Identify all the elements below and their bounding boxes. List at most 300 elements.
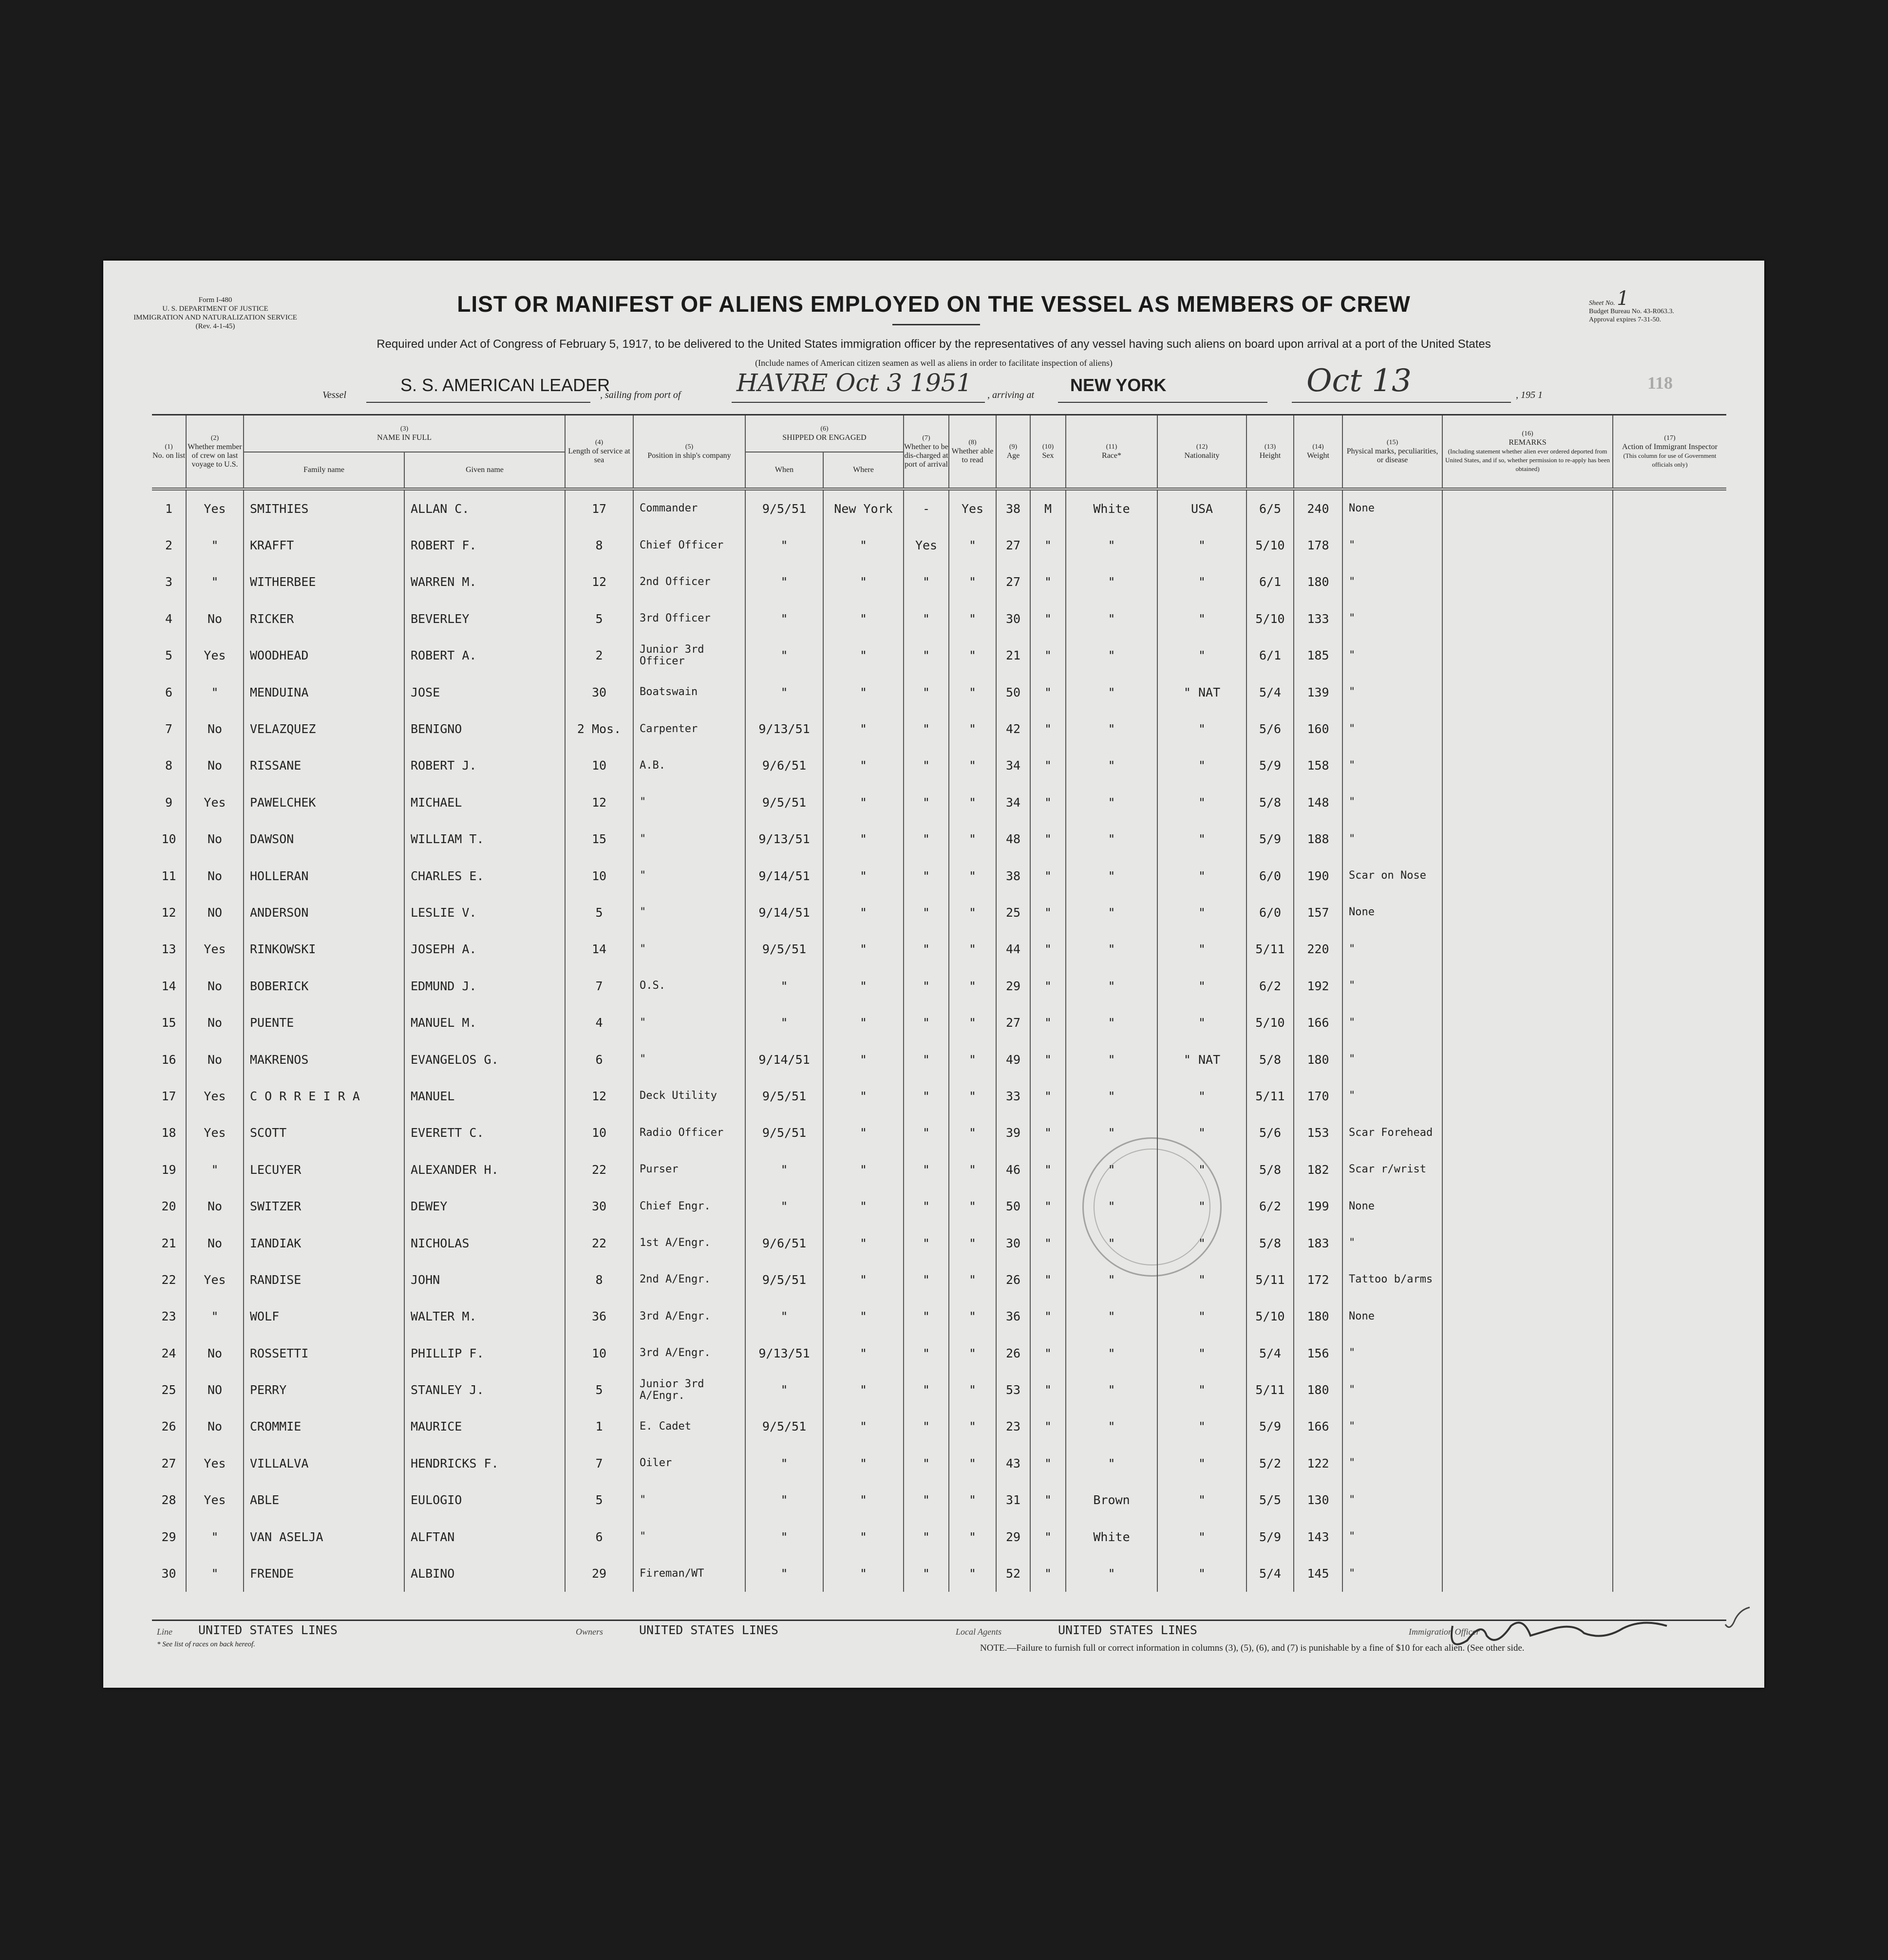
length-of-service-cell: 12 (565, 784, 633, 821)
nationality-cell: " (1157, 894, 1246, 931)
discharged-cell: " (904, 1114, 949, 1151)
table-row (152, 1114, 1726, 1151)
weight-cell: 220 (1294, 931, 1342, 967)
age-cell: 38 (996, 857, 1030, 894)
discharged-cell: " (904, 1445, 949, 1482)
nationality-cell: " NAT (1157, 1041, 1246, 1077)
height-cell: 5/4 (1246, 1555, 1294, 1592)
sex-cell: " (1030, 1151, 1066, 1188)
last-voyage-cell: Yes (186, 931, 244, 967)
year-label: , 195 1 (1516, 390, 1543, 400)
length-of-service-cell: 22 (565, 1225, 633, 1261)
shipped-when-cell: " (745, 1482, 823, 1518)
inspector-action-cell (1613, 1151, 1726, 1188)
remarks-cell (1442, 527, 1613, 564)
given-name-cell: PHILLIP F. (404, 1335, 565, 1371)
remarks-cell (1442, 1151, 1613, 1188)
last-voyage-cell: Yes (186, 637, 244, 674)
weight-cell: 122 (1294, 1445, 1342, 1482)
given-name-cell: STANLEY J. (404, 1372, 565, 1408)
nationality-cell: " (1157, 857, 1246, 894)
position-cell: Commander (633, 489, 745, 527)
weight-cell: 157 (1294, 894, 1342, 931)
length-of-service-cell: 10 (565, 747, 633, 784)
position-cell: Junior 3rd A/Engr. (633, 1372, 745, 1408)
nationality-cell: " (1157, 1114, 1246, 1151)
race-cell: White (1066, 1518, 1157, 1555)
nationality-cell: " NAT (1157, 674, 1246, 710)
header-shipped: (6) SHIPPED OR ENGAGED (745, 415, 904, 452)
family-name-cell: MAKRENOS (244, 1041, 404, 1077)
row-number-cell: 29 (161, 1529, 176, 1544)
nationality-cell: " (1157, 527, 1246, 564)
given-name-cell: WILLIAM T. (404, 821, 565, 857)
position-cell: " (633, 857, 745, 894)
physical-marks-cell: None (1342, 1298, 1442, 1335)
age-cell: 29 (996, 1518, 1030, 1555)
row-number-cell: 7 (165, 722, 173, 736)
length-of-service-cell: 29 (565, 1555, 633, 1592)
able-to-read-cell: " (949, 1262, 996, 1298)
remarks-cell (1442, 1078, 1613, 1114)
last-voyage-cell: No (186, 1225, 244, 1261)
length-of-service-cell: 10 (565, 1335, 633, 1371)
given-name-cell: CHARLES E. (404, 857, 565, 894)
discharged-cell: " (904, 1151, 949, 1188)
able-to-read-cell: " (949, 747, 996, 784)
physical-marks-cell: " (1342, 784, 1442, 821)
given-name-cell: ALEXANDER H. (404, 1151, 565, 1188)
sex-cell: " (1030, 1518, 1066, 1555)
remarks-cell (1442, 1335, 1613, 1371)
shipped-where-cell: " (823, 1335, 904, 1371)
length-of-service-cell: 7 (565, 968, 633, 1004)
row-number-cell: 23 (161, 1309, 176, 1324)
row-number-cell: 5 (165, 648, 173, 663)
sex-cell: " (1030, 527, 1066, 564)
weight-cell: 166 (1294, 1004, 1342, 1041)
weight-cell: 190 (1294, 857, 1342, 894)
race-cell: " (1066, 601, 1157, 637)
physical-marks-cell: Tattoo b/arms (1342, 1262, 1442, 1298)
sex-cell: " (1030, 747, 1066, 784)
position-cell: " (633, 1041, 745, 1077)
race-cell: " (1066, 527, 1157, 564)
physical-marks-cell: Scar on Nose (1342, 857, 1442, 894)
row-number-cell: 12 (161, 905, 176, 920)
able-to-read-cell: " (949, 784, 996, 821)
age-cell: 36 (996, 1298, 1030, 1335)
able-to-read-cell: " (949, 931, 996, 967)
physical-marks-cell: Scar r/wrist (1342, 1151, 1442, 1188)
length-of-service-cell: 1 (565, 1408, 633, 1445)
inspector-action-cell (1613, 1408, 1726, 1445)
shipped-where-cell: " (823, 1518, 904, 1555)
shipped-where-cell: " (823, 1114, 904, 1151)
shipped-where-cell: " (823, 1555, 904, 1592)
row-number-cell: 3 (165, 575, 173, 589)
last-voyage-cell: NO (186, 894, 244, 931)
position-cell: " (633, 931, 745, 967)
able-to-read-cell: " (949, 1445, 996, 1482)
position-cell: " (633, 1518, 745, 1555)
age-cell: 26 (996, 1335, 1030, 1371)
table-row (152, 968, 1726, 1004)
given-name-cell: ALFTAN (404, 1518, 565, 1555)
shipped-when-cell: 9/14/51 (745, 1041, 823, 1077)
race-cell: " (1066, 1151, 1157, 1188)
physical-marks-cell: " (1342, 1041, 1442, 1077)
height-cell: 5/10 (1246, 601, 1294, 637)
remarks-cell (1442, 784, 1613, 821)
remarks-cell (1442, 637, 1613, 674)
family-name-cell: LECUYER (244, 1151, 404, 1188)
position-cell: A.B. (633, 747, 745, 784)
nationality-cell: " (1157, 784, 1246, 821)
age-cell: 23 (996, 1408, 1030, 1445)
sex-cell: " (1030, 1555, 1066, 1592)
given-name-cell: JOSE (404, 674, 565, 710)
table-row (152, 637, 1726, 674)
nationality-cell: " (1157, 1408, 1246, 1445)
length-of-service-cell: 5 (565, 1372, 633, 1408)
age-cell: 44 (996, 931, 1030, 967)
table-row (152, 1151, 1726, 1188)
height-cell: 5/4 (1246, 674, 1294, 710)
family-name-cell: CROMMIE (244, 1408, 404, 1445)
family-name-cell: WOODHEAD (244, 637, 404, 674)
title-rule (892, 324, 980, 325)
page-title: LIST OR MANIFEST OF ALIENS EMPLOYED ON THE VESSEL AS MEMBERS OF CREW (457, 291, 1411, 317)
able-to-read-cell: Yes (949, 489, 996, 527)
inspector-action-cell (1613, 674, 1726, 710)
age-cell: 34 (996, 784, 1030, 821)
physical-marks-cell: " (1342, 1225, 1442, 1261)
given-name-cell: MANUEL M. (404, 1004, 565, 1041)
discharged-cell: " (904, 674, 949, 710)
table-row (152, 1262, 1726, 1298)
physical-marks-cell: " (1342, 1004, 1442, 1041)
race-cell: " (1066, 711, 1157, 747)
able-to-read-cell: " (949, 894, 996, 931)
last-voyage-cell: " (186, 527, 244, 564)
line-label: Line (157, 1627, 173, 1637)
discharged-cell: " (904, 1004, 949, 1041)
length-of-service-cell: 17 (565, 489, 633, 527)
vessel-underline (366, 402, 590, 403)
weight-cell: 156 (1294, 1335, 1342, 1371)
shipped-when-cell: " (745, 1004, 823, 1041)
race-cell: " (1066, 784, 1157, 821)
discharged-cell: Yes (904, 527, 949, 564)
able-to-read-cell: " (949, 674, 996, 710)
header-sex: (10) Sex (1030, 415, 1066, 489)
remarks-cell (1442, 931, 1613, 967)
weight-cell: 180 (1294, 1298, 1342, 1335)
nationality-cell: " (1157, 968, 1246, 1004)
inspector-action-cell (1613, 637, 1726, 674)
shipped-when-cell: 9/5/51 (745, 1262, 823, 1298)
last-voyage-cell: No (186, 601, 244, 637)
inspector-action-cell (1613, 931, 1726, 967)
sex-cell: " (1030, 1262, 1066, 1298)
height-cell: 6/1 (1246, 637, 1294, 674)
able-to-read-cell: " (949, 601, 996, 637)
table-row (152, 1335, 1726, 1371)
discharged-cell: " (904, 784, 949, 821)
given-name-cell: HENDRICKS F. (404, 1445, 565, 1482)
age-cell: 29 (996, 968, 1030, 1004)
sex-cell: " (1030, 1041, 1066, 1077)
given-name-cell: EDMUND J. (404, 968, 565, 1004)
weight-cell: 180 (1294, 1041, 1342, 1077)
able-to-read-cell: " (949, 711, 996, 747)
weight-cell: 180 (1294, 564, 1342, 600)
inspector-action-cell (1613, 968, 1726, 1004)
weight-cell: 130 (1294, 1482, 1342, 1518)
race-cell: " (1066, 1041, 1157, 1077)
discharged-cell: " (904, 747, 949, 784)
able-to-read-cell: " (949, 1335, 996, 1371)
height-cell: 5/8 (1246, 784, 1294, 821)
sex-cell: " (1030, 968, 1066, 1004)
date-underline (1292, 402, 1511, 403)
discharged-cell: " (904, 711, 949, 747)
inspector-action-cell (1613, 1004, 1726, 1041)
family-name-cell: IANDIAK (244, 1225, 404, 1261)
discharged-cell: " (904, 1408, 949, 1445)
remarks-cell (1442, 674, 1613, 710)
last-voyage-cell: No (186, 1335, 244, 1371)
weight-cell: 188 (1294, 821, 1342, 857)
table-row (152, 1482, 1726, 1518)
length-of-service-cell: 15 (565, 821, 633, 857)
discharged-cell: " (904, 1518, 949, 1555)
nationality-cell: " (1157, 1372, 1246, 1408)
agents-value: UNITED STATES LINES (1058, 1623, 1197, 1637)
weight-cell: 153 (1294, 1114, 1342, 1151)
height-cell: 5/8 (1246, 1225, 1294, 1261)
length-of-service-cell: 22 (565, 1151, 633, 1188)
header-given-name: Given name (404, 452, 565, 489)
shipped-when-cell: 9/5/51 (745, 784, 823, 821)
inspector-action-cell (1613, 1225, 1726, 1261)
sex-cell: " (1030, 894, 1066, 931)
remarks-cell (1442, 968, 1613, 1004)
table-row (152, 527, 1726, 564)
age-cell: 33 (996, 1078, 1030, 1114)
length-of-service-cell: 12 (565, 1078, 633, 1114)
length-of-service-cell: 7 (565, 1445, 633, 1482)
shipped-where-cell: " (823, 674, 904, 710)
race-cell: " (1066, 968, 1157, 1004)
shipped-where-cell: " (823, 1078, 904, 1114)
sex-cell: M (1030, 489, 1066, 527)
header-height: (13) Height (1246, 415, 1294, 489)
family-name-cell: ROSSETTI (244, 1335, 404, 1371)
race-cell: " (1066, 1004, 1157, 1041)
sex-cell: " (1030, 1482, 1066, 1518)
race-cell: " (1066, 1262, 1157, 1298)
sex-cell: " (1030, 1372, 1066, 1408)
weight-cell: 133 (1294, 601, 1342, 637)
physical-marks-cell: " (1342, 747, 1442, 784)
given-name-cell: MAURICE (404, 1408, 565, 1445)
age-cell: 46 (996, 1151, 1030, 1188)
inspector-action-cell (1613, 601, 1726, 637)
remarks-cell (1442, 1114, 1613, 1151)
last-voyage-cell: NO (186, 1372, 244, 1408)
last-voyage-cell: No (186, 1041, 244, 1077)
family-name-cell: DAWSON (244, 821, 404, 857)
nationality-cell: " (1157, 1225, 1246, 1261)
weight-cell: 160 (1294, 711, 1342, 747)
row-number-cell: 4 (165, 611, 173, 626)
age-cell: 39 (996, 1114, 1030, 1151)
shipped-when-cell: 9/5/51 (745, 1408, 823, 1445)
height-cell: 6/1 (1246, 564, 1294, 600)
position-cell: " (633, 821, 745, 857)
position-cell: Oiler (633, 1445, 745, 1482)
able-to-read-cell: " (949, 821, 996, 857)
manifest-sheet (103, 261, 1764, 1688)
races-note: * See list of races on back hereof. (157, 1640, 255, 1648)
table-row (152, 747, 1726, 784)
discharged-cell: " (904, 1482, 949, 1518)
discharged-cell: " (904, 1298, 949, 1335)
race-cell: " (1066, 1372, 1157, 1408)
family-name-cell: SWITZER (244, 1188, 404, 1225)
age-cell: 21 (996, 637, 1030, 674)
vessel-name: S. S. AMERICAN LEADER (400, 375, 610, 395)
row-number-cell: 20 (161, 1199, 176, 1214)
race-cell: " (1066, 1114, 1157, 1151)
shipped-where-cell: " (823, 931, 904, 967)
age-cell: 34 (996, 747, 1030, 784)
table-row (152, 601, 1726, 637)
shipped-when-cell: " (745, 601, 823, 637)
length-of-service-cell: 30 (565, 1188, 633, 1225)
age-cell: 52 (996, 1555, 1030, 1592)
height-cell: 5/10 (1246, 1298, 1294, 1335)
able-to-read-cell: " (949, 1408, 996, 1445)
position-cell: " (633, 1004, 745, 1041)
age-cell: 30 (996, 601, 1030, 637)
height-cell: 5/9 (1246, 821, 1294, 857)
able-to-read-cell: " (949, 1482, 996, 1518)
agents-label: Local Agents (956, 1627, 1002, 1637)
race-cell: " (1066, 637, 1157, 674)
position-cell: 3rd Officer (633, 601, 745, 637)
given-name-cell: JOSEPH A. (404, 931, 565, 967)
age-cell: 27 (996, 564, 1030, 600)
discharged-cell: " (904, 931, 949, 967)
sheet-block (1589, 287, 1750, 324)
shipped-where-cell: " (823, 711, 904, 747)
header-action: (17) Action of Immigrant Inspector (This column for use of Government officials only) (1613, 415, 1726, 489)
discharged-cell: " (904, 1372, 949, 1408)
length-of-service-cell: 10 (565, 1114, 633, 1151)
given-name-cell: MANUEL (404, 1078, 565, 1114)
discharged-cell: " (904, 564, 949, 600)
last-voyage-cell: " (186, 1518, 244, 1555)
table-row (152, 1225, 1726, 1261)
weight-cell: 166 (1294, 1408, 1342, 1445)
shipped-when-cell: 9/5/51 (745, 1078, 823, 1114)
inspector-action-cell (1613, 1555, 1726, 1592)
position-cell: O.S. (633, 968, 745, 1004)
form-number: Form I-480 (198, 296, 232, 304)
header-weight: (14) Weight (1294, 415, 1342, 489)
header-race: (11) Race* (1066, 415, 1157, 489)
shipped-where-cell: " (823, 1298, 904, 1335)
header-family-name: Family name (244, 452, 404, 489)
family-name-cell: C O R R E I R A (244, 1078, 404, 1114)
length-of-service-cell: 14 (565, 931, 633, 967)
family-name-cell: PERRY (244, 1372, 404, 1408)
discharged-cell: " (904, 857, 949, 894)
header-service: (4) Length of service at sea (565, 415, 633, 489)
height-cell: 5/5 (1246, 1482, 1294, 1518)
remarks-cell (1442, 1298, 1613, 1335)
height-cell: 5/10 (1246, 527, 1294, 564)
discharged-cell: " (904, 1335, 949, 1371)
discharged-cell: " (904, 601, 949, 637)
header-where: Where (823, 452, 904, 489)
subtitle: Required under Act of Congress of February 5, 1917, to be delivered to the United States immigration officer by the representatives of any vessel having such aliens on board upon arrival at a port of the United States (377, 338, 1491, 351)
physical-marks-cell: None (1342, 489, 1442, 527)
last-voyage-cell: " (186, 1555, 244, 1592)
nationality-cell: " (1157, 1078, 1246, 1114)
last-voyage-cell: No (186, 747, 244, 784)
table-row (152, 1298, 1726, 1335)
race-cell: " (1066, 1188, 1157, 1225)
physical-marks-cell: " (1342, 1555, 1442, 1592)
family-name-cell: ANDERSON (244, 894, 404, 931)
shipped-where-cell: " (823, 821, 904, 857)
inspector-mark (1720, 1605, 1755, 1634)
given-name-cell: LESLIE V. (404, 894, 565, 931)
given-name-cell: DEWEY (404, 1188, 565, 1225)
height-cell: 5/4 (1246, 1335, 1294, 1371)
table-row (152, 1188, 1726, 1225)
nationality-cell: " (1157, 1188, 1246, 1225)
shipped-when-cell: 9/13/51 (745, 821, 823, 857)
length-of-service-cell: 6 (565, 1518, 633, 1555)
inspector-action-cell (1613, 527, 1726, 564)
length-of-service-cell: 5 (565, 1482, 633, 1518)
remarks-cell (1442, 894, 1613, 931)
shipped-when-cell: 9/6/51 (745, 747, 823, 784)
age-cell: 43 (996, 1445, 1030, 1482)
physical-marks-cell: " (1342, 1335, 1442, 1371)
discharged-cell: " (904, 1078, 949, 1114)
last-voyage-cell: " (186, 1298, 244, 1335)
shipped-when-cell: " (745, 1445, 823, 1482)
remarks-cell (1442, 821, 1613, 857)
table-row (152, 931, 1726, 967)
last-voyage-cell: Yes (186, 1482, 244, 1518)
shipped-when-cell: " (745, 1372, 823, 1408)
sex-cell: " (1030, 1225, 1066, 1261)
budget-bureau: Budget Bureau No. 43-R063.3. (1589, 308, 1674, 315)
shipped-where-cell: " (823, 527, 904, 564)
family-name-cell: PUENTE (244, 1004, 404, 1041)
weight-cell: 183 (1294, 1225, 1342, 1261)
height-cell: 5/2 (1246, 1445, 1294, 1482)
length-of-service-cell: 2 (565, 637, 633, 674)
remarks-cell (1442, 1041, 1613, 1077)
